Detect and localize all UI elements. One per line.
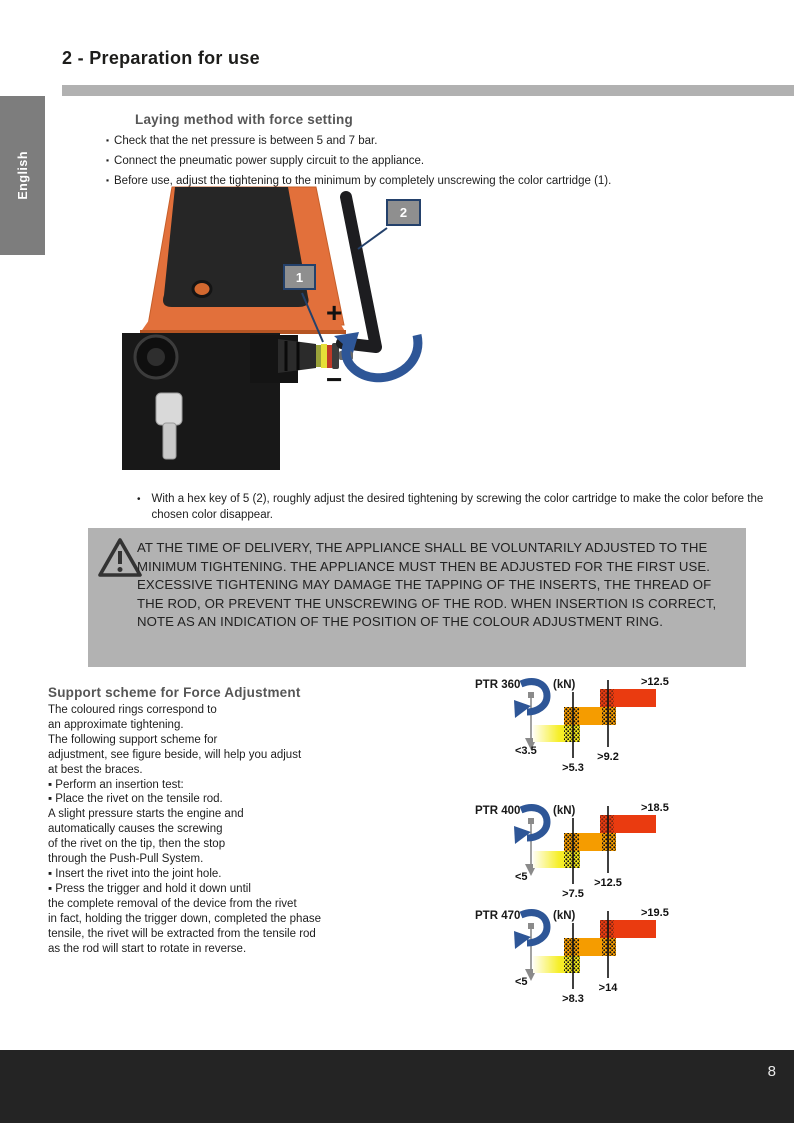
chart-low-label: <5	[515, 871, 528, 883]
chart-model-label: PTR 400	[475, 805, 521, 817]
language-tab-label: English	[15, 151, 30, 200]
plus-sign: +	[326, 297, 343, 328]
bullet-item: ▪ Before use, adjust the tightening to the minimum by completely unscrewing the color cartridge (1).	[106, 171, 782, 191]
callout-box-2	[386, 199, 421, 226]
chart-high-label: >14	[598, 982, 618, 994]
page-number: 8	[767, 1063, 776, 1080]
minus-sign: −	[326, 364, 343, 395]
force-chart-ptr360	[465, 672, 785, 784]
support-line: The coloured rings correspond to	[48, 704, 217, 716]
bullet-item: ▪ Check that the net pressure is between 5 and 7 bar.	[106, 131, 782, 151]
callout-2-leader	[358, 228, 387, 249]
hex-key	[342, 197, 376, 347]
callout-1-label: 1	[295, 269, 304, 285]
force-chart-ptr400	[465, 798, 785, 910]
bullet-item: ▪ Connect the pneumatic power supply circuit to the appliance.	[106, 151, 782, 171]
chart-unit-label: (kN)	[553, 910, 576, 922]
hex-key-note-text: With a hex key of 5 (2), roughly adjust the desired tightening by screwing the color cartridge to make the color before the chosen color disappear.	[151, 493, 764, 521]
chart-high-label: >9.2	[597, 751, 619, 763]
support-line: automatically causes the screwing	[48, 823, 223, 836]
warning-text: AT THE TIME OF DELIVERY, THE APPLIANCE SHALL BE VOLUNTARILY ADJUSTED TO THE MINIMUM TIGHTENING. THE APPLIANCE MUST THEN BE ADJUSTED FOR THE FIRST USE. EXCESSIVE TIGHTENING MAY DAMAGE THE TAPPING OF THE INSERTS, THE THREAD OF THE ROD, OR PREVENT THE UNSCREWING OF THE ROD. WHEN INSERTION IS CORRECT, NOTE AS AN INDICATION OF THE POSITION OF THE COLOUR ADJUSTMENT RING.	[137, 540, 717, 630]
laying-bullet-list	[106, 131, 782, 192]
support-line: in fact, holding the trigger down, completed the phase	[48, 912, 321, 925]
rivet-tool-illustration	[122, 187, 418, 470]
chart-high-label: >12.5	[594, 877, 622, 889]
chart-low-label: <3.5	[515, 745, 537, 757]
chart-max-label: >12.5	[641, 676, 669, 688]
chart-max-label: >19.5	[641, 907, 669, 919]
warning-box	[88, 528, 746, 667]
grip-hole	[193, 282, 211, 297]
callout-box-1	[283, 264, 316, 290]
support-line: A slight pressure starts the engine and	[48, 808, 244, 821]
chart-model-label: PTR 470	[475, 910, 521, 922]
page-title: 2 - Preparation for use	[62, 48, 260, 68]
support-text-block	[48, 703, 458, 956]
support-line: The following support scheme for	[48, 733, 218, 746]
chart-unit-label: (kN)	[553, 805, 576, 817]
chart-model-label: PTR 360	[475, 679, 521, 691]
support-line: the complete removal of the device from the rivet	[48, 897, 297, 910]
chart-mid-label: >7.5	[562, 888, 584, 900]
chart-mid-label: >8.3	[562, 993, 584, 1005]
chart-unit-label: (kN)	[553, 679, 576, 691]
chart-low-label: <5	[515, 976, 528, 988]
support-line: tensile, the rivet will be extracted from the tensile rod	[48, 927, 316, 940]
support-line: through the Push-Pull System.	[48, 853, 204, 866]
chart-max-label: >18.5	[641, 802, 669, 814]
title-rule	[62, 85, 794, 96]
section-heading-support: Support scheme for Force Adjustment	[48, 685, 301, 700]
rivet-tool-figure	[120, 185, 440, 470]
hex-key-note	[137, 492, 785, 524]
force-chart-ptr470	[465, 903, 785, 1015]
support-line: an approximate tightening.	[48, 718, 184, 731]
chart-mid-label: >5.3	[562, 762, 584, 774]
support-line: of the rivet on the tip, then the stop	[48, 838, 226, 851]
page-footer	[0, 1050, 794, 1123]
section-heading-laying: Laying method with force setting	[135, 112, 353, 127]
support-line: adjustment, see figure beside, will help you adjust	[48, 748, 302, 761]
support-line: at best the braces.	[48, 763, 143, 776]
callout-2-label: 2	[399, 205, 408, 220]
support-line: ▪ Place the rivet on the tensile rod.	[48, 793, 223, 806]
support-line: as the rod will start to rotate in reverse.	[48, 942, 247, 955]
bullet-marker: •	[137, 494, 141, 505]
support-line: ▪ Press the trigger and hold it down until	[48, 882, 251, 895]
support-line: ▪ Perform an insertion test:	[48, 778, 184, 791]
support-line: ▪ Insert the rivet into the joint hole.	[48, 867, 222, 880]
language-tab	[0, 96, 45, 255]
